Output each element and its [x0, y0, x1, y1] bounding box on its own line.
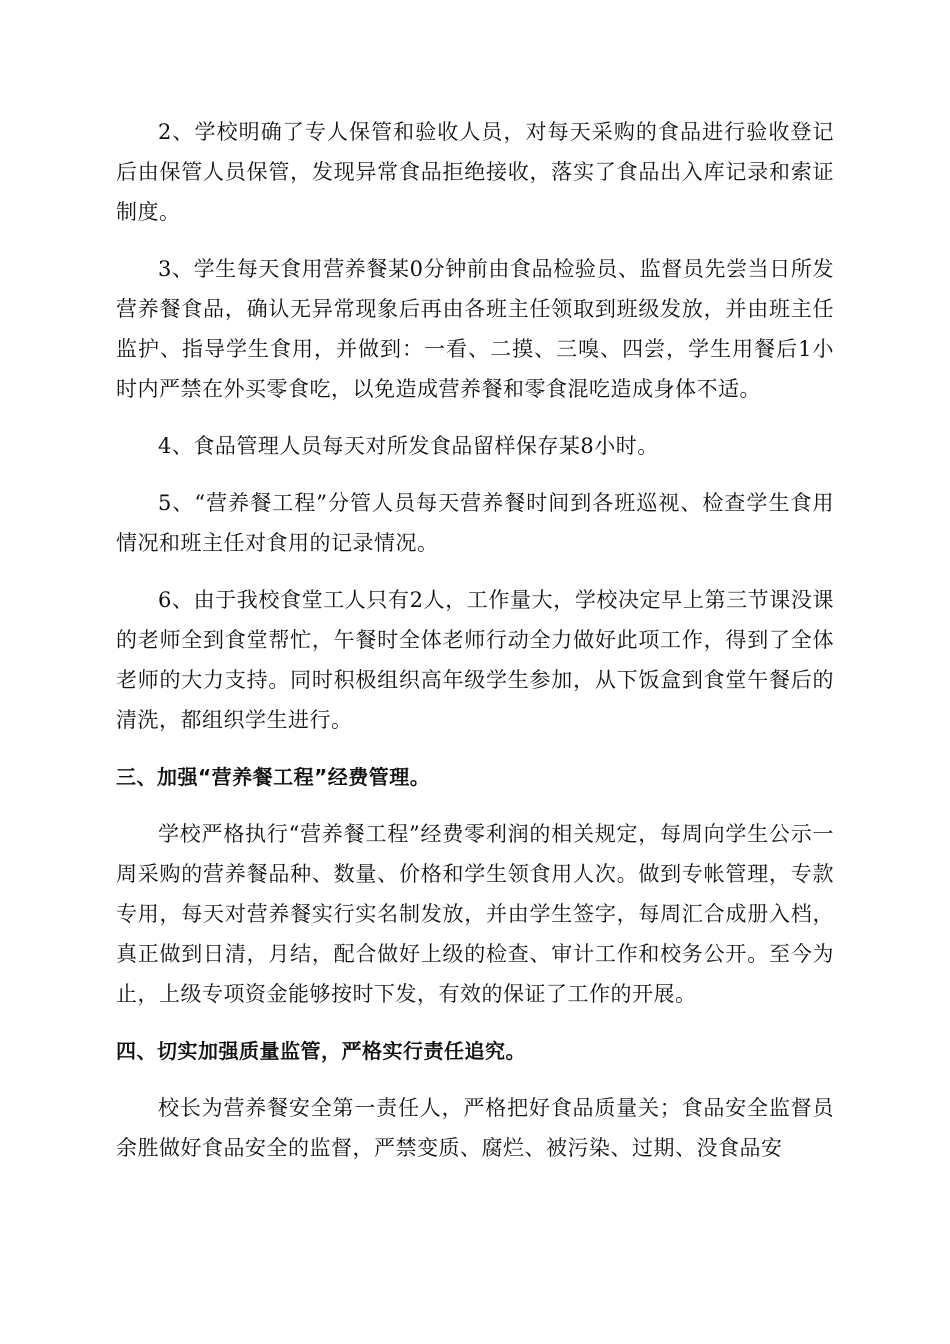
paragraph-item-2: 2、学校明确了专人保管和验收人员，对每天采购的食品进行验收登记后由保管人员保管，发现异常食品拒绝接收，落实了食品出入库记录和索证制度。 [116, 120, 834, 224]
paragraph-item-5: 5、“营养餐工程”分管人员每天营养餐时间到各班巡视、检查学生食用情况和班主任对食用的记录情况。 [116, 491, 834, 555]
document-body [116, 112, 834, 1185]
section-heading-3: 三、加强“营养餐工程”经费管理。 [116, 765, 431, 789]
paragraph-item-4: 4、食品管理人员每天对所发食品留样保存某8小时。 [158, 434, 659, 458]
section-3-paragraph: 学校严格执行“营养餐工程”经费零利润的相关规定，每周向学生公示一周采购的营养餐品种、数量、价格和学生领食用人次。做到专帐管理，专款专用，每天对营养餐实行实名制发放，并由学生签字，每周汇合成册入档，真正做到日清，月结，配合做好上级的检查、审计工作和校务公开。至今为止，上级专项资金能够按时下发，有效的保证了工作的开展。 [116, 822, 834, 1006]
section-heading-4: 四、切实加强质量监管，严格实行责任追究。 [116, 1039, 526, 1063]
paragraph-item-6: 6、由于我校食堂工人只有2人，工作量大，学校决定早上第三节课没课的老师全到食堂帮忙，午餐时全体老师行动全力做好此项工作，得到了全体老师的大力支持。同时积极组织高年级学生参加，从下饭盒到食堂午餐后的清洗，都组织学生进行。 [116, 588, 834, 732]
paragraph-item-3: 3、学生每天食用营养餐某0分钟前由食品检验员、监督员先尝当日所发营养餐食品，确认无异常现象后再由各班主任领取到班级发放，并由班主任监护、指导学生食用，并做到：一看、二摸、三嗅、四尝，学生用餐后1小时内严禁在外买零食吃，以免造成营养餐和零食混吃造成身体不适。 [116, 257, 834, 401]
section-4-paragraph: 校长为营养餐安全第一责任人，严格把好食品质量关；食品安全监督员余胜做好食品安全的监督，严禁变质、腐烂、被污染、过期、没食品安 [116, 1096, 834, 1160]
